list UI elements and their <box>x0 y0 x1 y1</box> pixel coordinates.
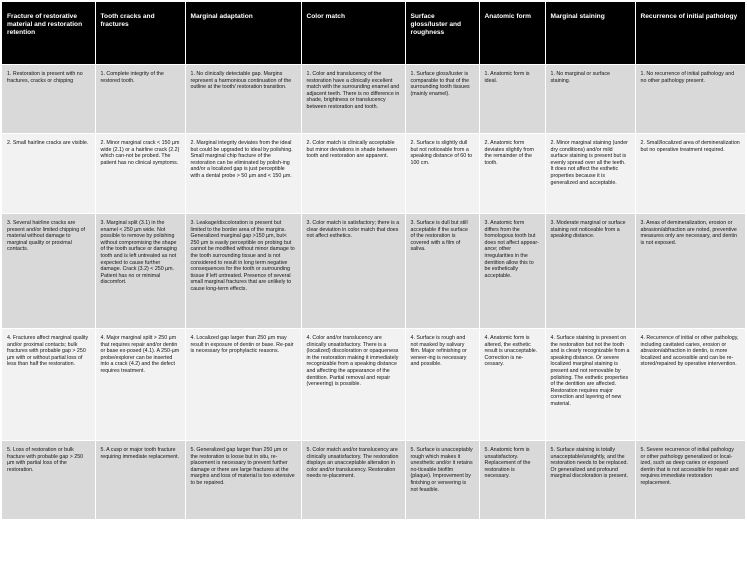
table-row <box>2 441 745 520</box>
table-cell: 2. Minor marginal crack < 150 µm wide (2.1) or a hairline crack (2.2) which can-not be probed. The patient has no clinical symptoms. <box>95 134 185 214</box>
header-marginal-staining: Marginal staining <box>545 2 635 65</box>
table-cell: 4. Anatomic form is altered, the esthetic result is unacceptable. Correction is ne-cessary. <box>479 329 545 441</box>
table-cell: 1. No clinically detectable gap. Margins represent a harmonious continuation of the outline at the tooth/ restoration transition. <box>185 65 301 134</box>
table-cell: 5. Color match and/or translucency are clinically unsatisfactory. The restoration displays an unacceptable alteration in color and/or translucency. Restoration needs re-placement. <box>301 441 405 520</box>
table-cell: 2. Minor marginal staining (under dry conditions) and/or mild surface staining is present but is evenly spread over all the teeth. It does not affect the esthetic properties because it is generalized and acceptable. <box>545 134 635 214</box>
table-cell: 1. Anatomic form is ideal. <box>479 65 545 134</box>
table-cell: 4. Surface is rough and not masked by salivary film. Major refinishing or veneer-ing is necessary and possible. <box>405 329 479 441</box>
table-row <box>2 214 745 329</box>
table-cell: 1. Complete integrity of the restored tooth. <box>95 65 185 134</box>
header-fracture-retention: Fracture of restorative material and restoration retention <box>2 2 95 65</box>
table-cell: 4. Fractures affect marginal quality and/or proximal contacts; bulk fractures with probable gap > 250 µm with or without partial loss of less than half the restoration. <box>2 329 95 441</box>
table-cell: 5. Surface is unacceptably rough which makes it unesthetic and/or it retains no-ticeable biofilm (plaque). Improvement by finishing or veneering is not feasible. <box>405 441 479 520</box>
table-cell: 2. Anatomic form deviates slightly from the remainder of the tooth. <box>479 134 545 214</box>
table-row <box>2 65 745 134</box>
table-row <box>2 329 745 441</box>
table-cell: 1. Color and translucency of the restoration have a clinically excellent match with the surrounding enamel and adjacent teeth. There is no difference in shade, brightness or translucency between restoration and tooth. <box>301 65 405 134</box>
table-cell: 3. Several hairline cracks are present and/or limited chipping of material without damage to marginal quality or proximal contacts. <box>2 214 95 329</box>
restoration-criteria-table <box>2 2 745 519</box>
header-anatomic-form: Anatomic form <box>479 2 545 65</box>
table-cell: 3. Leakage/discoloration is present but limited to the border area of the margins. Generalized marginal gap >150 µm, but< 250 µm is easily perceptible on probing but cannot be modified without minor damage to the tooth surrounding tissue and is not considered to result in long term negative consequences for the tooth or surrounding tissue if left untreated. Presence of several small marginal fractures that are unlikely to cause long-term effects. <box>185 214 301 329</box>
table-row <box>2 134 745 214</box>
table-cell: 2. Small/localized area of demineralization but no operative treatment required. <box>635 134 745 214</box>
header-surface-gloss: Surface gloss/luster and roughness <box>405 2 479 65</box>
table-cell: 4. Surface staining is present on the restoration but not the tooth and is clearly recognizable from a speaking distance. Or severe localized marginal staining is present and not removable by polishing. The esthetic properties of the dentition are affected. Restoration requires major correction and layering of new material. <box>545 329 635 441</box>
table-cell: 1. Restoration is present with no fractures, cracks or chipping <box>2 65 95 134</box>
table-cell: 3. Color match is satisfactory; there is a clear deviation in color match that does not affect esthetics. <box>301 214 405 329</box>
table-cell: 5. Severe recurrence of initial pathology or other pathology generalized or local-ized, such as deep caries or exposed dentin that is not accessible for repair and requires immediate restoration replacement. <box>635 441 745 520</box>
table-cell: 4. Major marginal split > 250 µm that requires repair and/or dentin or base ex-posed (4.1). A 250-µm probe/explorer can be inserted into a crack (4.2) and the defect requires treatment. <box>95 329 185 441</box>
table-cell: 3. Moderate marginal or surface staining not noticeable from a speaking distance. <box>545 214 635 329</box>
table-cell: 1. No recurrence of initial pathology and no other pathology present. <box>635 65 745 134</box>
table-cell: 2. Color match is clinically acceptable but minor deviations in shade between tooth and restoration are apparent. <box>301 134 405 214</box>
table-cell: 3. Surface is dull but still acceptable if the surface of the restoration is covered with a film of saliva. <box>405 214 479 329</box>
table-cell: 3. Areas of demineralization, erosion or abrasion/abfraction are noted, preventive measures only are necessary, and dentin is not exposed. <box>635 214 745 329</box>
table-cell: 5. Anatomic form is unsatisfactory. Replacement of the restoration is necessary. <box>479 441 545 520</box>
table-cell: 5. Loss of restoration or bulk fracture with probable gap > 250 µm with partial loss of the restoration. <box>2 441 95 520</box>
table-cell: 3. Marginal split (3.1) in the enamel < 250 µm wide. Not possible to remove by polishing without compromising the shape of the tooth surface or damaging tooth and is left untreated as not expected to cause further damage. Crack (3.2) < 250 µm. Patient has no or minimal discomfort. <box>95 214 185 329</box>
table-cell: 1. No marginal or surface staining. <box>545 65 635 134</box>
table-cell: 2. Marginal integrity deviates from the ideal but could be upgraded to ideal by polishing. Small marginal chip fracture of the restoration can be eliminated by polish-ing and/or a localized gap is just perceptible with a dental probe > 50 µm and < 150 µm. <box>185 134 301 214</box>
table-cell: 4. Recurrence of initial or other pathology, including cavitated caries, erosion or abrasion/abfraction in dentin, is more localized and accessible and can be re-stored/repaired by operative intervention. <box>635 329 745 441</box>
table-cell: 5. A cusp or major tooth fracture requiring immediate replacement. <box>95 441 185 520</box>
header-marginal-adaptation: Marginal adaptation <box>185 2 301 65</box>
header-color-match: Color match <box>301 2 405 65</box>
table-cell: 3. Anatomic form differs from the homologous tooth but does not affect appear-ance; other irregularities in the dentition allow this to be esthetically acceptable. <box>479 214 545 329</box>
table-cell: 2. Small hairline cracks are visible. <box>2 134 95 214</box>
header-tooth-cracks: Tooth cracks and fractures <box>95 2 185 65</box>
table-cell: 5. Generalized gap larger than 250 µm or the restoration is loose but in situ, re-placement is necessary to prevent further damage or there are large fractures at the margins and loss of material is too extensive to be repaired. <box>185 441 301 520</box>
table-cell: 4. Color and/or translucency are clinically unsatisfactory. There is a (localized) discoloration or opaqueness in the restoration making it immediately recognizable from a speaking distance and affecting the appearance of the dentition. Partial removal and repair (veneering) is possible. <box>301 329 405 441</box>
table-cell: 1. Surface gloss/luster is comparable to that of the surrounding tooth tissues (mainly enamel). <box>405 65 479 134</box>
table-cell: 5. Surface staining is totally unacceptable/unsightly, and the restoration needs to be replaced. Or generalized and profound marginal discoloration is present. <box>545 441 635 520</box>
header-recurrence: Recurrence of initial pathology <box>635 2 745 65</box>
table-cell: 2. Surface is slightly dull but not noticeable from a speaking distance of 60 to 100 cm. <box>405 134 479 214</box>
table-cell: 4. Localized gap larger than 250 µm may result in exposure of dentin or base. Re-pair is necessary for prophylactic reasons. <box>185 329 301 441</box>
header-row <box>2 2 745 65</box>
